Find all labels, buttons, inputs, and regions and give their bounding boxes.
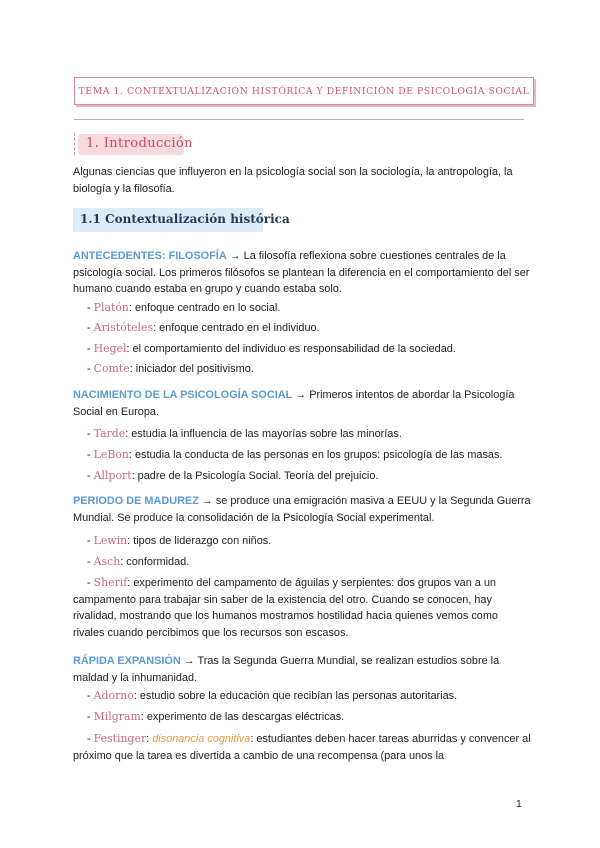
item-text: : enfoque centrado en el individuo. bbox=[153, 322, 320, 334]
intro-paragraph: Algunas ciencias que influyeron en la psicología social son la sociología, la antropología, la biología y la filosofía. bbox=[73, 166, 513, 195]
list-item-hegel: - Hegel: el comportamiento del individuo es responsabilidad de la sociedad. bbox=[87, 342, 456, 355]
item-text: : experimento de las descargas eléctricas. bbox=[140, 711, 345, 723]
list-item-comte: - Comte: iniciador del positivismo. bbox=[87, 362, 254, 375]
paragraph-text: Tras la Segunda Guerra Mundial, se realizan estudios sobre la maldad y la inhumanidad. bbox=[73, 655, 500, 684]
item-text: : experimento del campamento de águilas y serpientes: dos grupos van a un campamento para trabajar sin saber de la existencia del otro. Cuando se conocen, hay rivalidad, mostrando que los humanos mostramos hostilidad hacia quienes vemos como rivales cuando percibimos que los recursos son escasos. bbox=[73, 577, 498, 639]
keyword-nacimiento: NACIMIENTO DE LA PSICOLOGÍA SOCIAL bbox=[73, 389, 293, 401]
item-text: : iniciador del positivismo. bbox=[129, 363, 254, 375]
list-item-sherif: - Sherif: experimento del campamento de águilas y serpientes: dos grupos van a un campamento para trabajar sin saber de la existencia del otro. Cuando se conocen, hay rivalidad, mostrando que los humanos mostramos hostilidad hacia quienes vemos como rivales cuando percibimos que los recursos son escasos. bbox=[73, 576, 498, 639]
paragraph-madurez bbox=[73, 493, 531, 526]
chapter-title-box bbox=[74, 77, 534, 105]
section-heading bbox=[74, 129, 193, 157]
author-name: Allport bbox=[93, 469, 132, 482]
list-item-platon: - Platón: enfoque centrado en lo social. bbox=[87, 301, 281, 314]
chapter-title: TEMA 1. CONTEXTUALIZACIÓN HISTÓRICA Y DEFINICIÓN DE PSICOLOGÍA SOCIAL bbox=[78, 85, 530, 97]
list-item-tarde: - Tarde: estudia la influencia de las mayorías sobre las minorías. bbox=[87, 427, 402, 440]
item-text: : estudia la influencia de las mayorías sobre las minorías. bbox=[125, 428, 402, 440]
paragraph-text: se produce una emigración masiva a EEUU y la Segunda Guerra Mundial. Se produce la consolidación de la Psicología Social experimental. bbox=[73, 495, 531, 524]
separator: : bbox=[146, 733, 153, 745]
author-name: Comte bbox=[93, 362, 130, 375]
item-text: : padre de la Psicología Social. Teoría del prejuicio. bbox=[131, 470, 379, 482]
author-name: Milgram bbox=[93, 710, 141, 723]
section-heading-text: 1. Introducción bbox=[86, 136, 193, 151]
list-item-allport: - Allport: padre de la Psicología Social. Teoría del prejuicio. bbox=[87, 469, 379, 482]
divider-line bbox=[74, 119, 524, 120]
paragraph-text: La filosofía reflexiona sobre cuestiones centrales de la psicología social. Los primeros filósofos se plantean la diferencia en el comportamiento del ser humano cuando estaba en grupo y cuando estaba solo. bbox=[73, 250, 530, 295]
arrow: → bbox=[292, 389, 310, 401]
list-item-milgram: - Milgram: experimento de las descargas eléctricas. bbox=[87, 710, 345, 723]
author-name: Aristóteles bbox=[93, 321, 154, 334]
list-item-aristoteles: - Aristóteles: enfoque centrado en el individuo. bbox=[87, 321, 320, 334]
item-text: : conformidad. bbox=[120, 556, 190, 568]
author-name: Platón bbox=[93, 301, 129, 314]
item-text: : el comportamiento del individuo es responsabilidad de la sociedad. bbox=[126, 343, 456, 355]
item-text: : tipos de liderazgo con niños. bbox=[127, 535, 272, 547]
arrow: → bbox=[226, 250, 244, 262]
author-name: Festinger bbox=[93, 732, 147, 745]
paragraph-nacimiento bbox=[73, 387, 531, 420]
keyword-antecedentes: ANTECEDENTES: FILOSOFÍA bbox=[73, 250, 227, 262]
arrow: → bbox=[198, 495, 216, 507]
author-name: LeBon bbox=[93, 448, 129, 461]
list-item-lebon: - LeBon: estudia la conducta de las personas en los grupos: psicología de las masas. bbox=[87, 448, 503, 461]
list-item-asch: - Asch: conformidad. bbox=[87, 555, 190, 568]
author-name: Tarde bbox=[93, 427, 126, 440]
author-name: Hegel bbox=[93, 342, 127, 355]
arrow: → bbox=[180, 655, 198, 667]
keyword-madurez: PERIODO DE MADUREZ bbox=[73, 495, 199, 507]
author-name: Lewin bbox=[93, 534, 128, 547]
concept-highlight: disonancia cognitiva bbox=[152, 733, 251, 745]
paragraph-expansion bbox=[73, 653, 531, 686]
author-name: Sherif bbox=[93, 576, 128, 589]
author-name: Adorno bbox=[93, 689, 134, 702]
item-text: : estudio sobre la educación que recibían las personas autoritarias. bbox=[133, 690, 458, 702]
list-item-festinger: - Festinger: disonancia cognitiva: estudiantes deben hacer tareas aburridas y convencer al próximo que la tarea es divertida a cambio de una recompensa (para unos la bbox=[73, 732, 531, 762]
list-item-lewin: - Lewin: tipos de liderazgo con niños. bbox=[87, 534, 272, 547]
item-text: : enfoque centrado en lo social. bbox=[128, 302, 281, 314]
section-heading-dash bbox=[74, 133, 79, 155]
paragraph-text: Primeros intentos de abordar la Psicología Social en Europa. bbox=[73, 389, 515, 418]
item-text: : estudiantes deben hacer tareas aburridas y convencer al próximo que la tarea es divertida a cambio de una recompensa (para unos la bbox=[73, 733, 531, 762]
list-item-adorno: - Adorno: estudio sobre la educación que recibían las personas autoritarias. bbox=[87, 689, 458, 702]
page-number: 1 bbox=[516, 798, 522, 810]
author-name: Asch bbox=[93, 555, 121, 568]
paragraph-antecedentes bbox=[73, 248, 531, 298]
keyword-expansion: RÁPIDA EXPANSIÓN bbox=[73, 655, 181, 667]
item-text: : estudia la conducta de las personas en los grupos: psicología de las masas. bbox=[128, 449, 503, 461]
subsection-title: 1.1 Contextualización histórica bbox=[80, 212, 290, 226]
